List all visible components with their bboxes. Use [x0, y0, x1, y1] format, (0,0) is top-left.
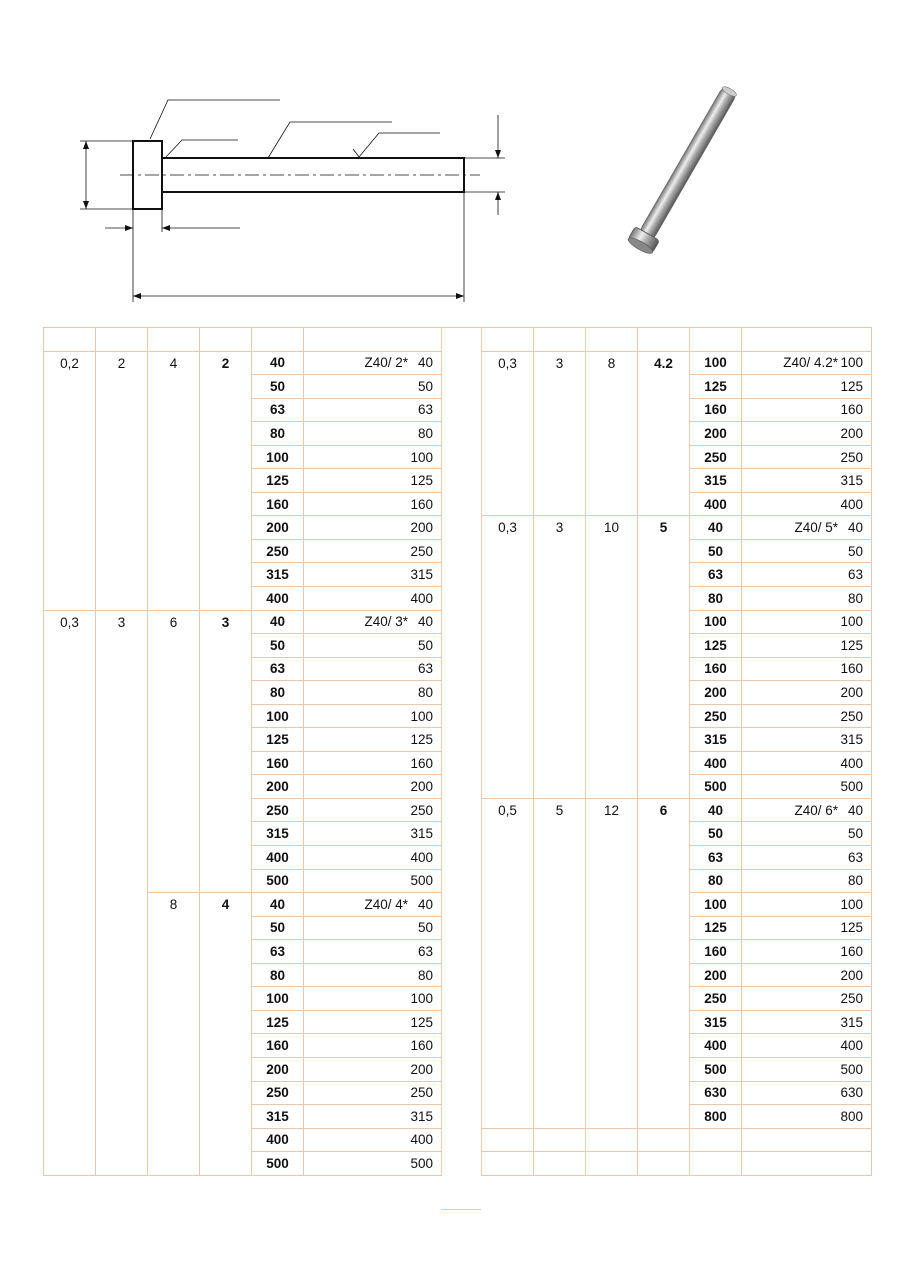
cell-nr [742, 987, 872, 1011]
cell-l1: 400 [690, 751, 742, 775]
cell-l1: 80 [252, 681, 304, 705]
article-length: 500 [840, 1061, 863, 1077]
cell-l1: 100 [690, 351, 742, 375]
article-length: 160 [410, 496, 433, 512]
cell-r1: 0,3 [482, 516, 534, 799]
cell-nr [742, 587, 872, 611]
cell-l1: 100 [252, 987, 304, 1011]
cell-l1: 630 [690, 1081, 742, 1105]
cell-nr [742, 469, 872, 493]
article-length: 80 [847, 873, 863, 889]
cell-nr [304, 1105, 442, 1129]
article-length: 315 [840, 1014, 863, 1030]
empty-cell [482, 1152, 534, 1176]
cell-l1: 315 [252, 822, 304, 846]
cell-nr [304, 1034, 442, 1058]
article-length: 100 [840, 355, 863, 371]
cell-l1: 63 [690, 846, 742, 870]
cell-d1: 5 [638, 516, 690, 799]
article-length: 125 [840, 378, 863, 394]
table-row [482, 516, 872, 540]
cell-nr [742, 1034, 872, 1058]
cell-l1: 200 [690, 422, 742, 446]
empty-cell [690, 1128, 742, 1152]
article-length: 63 [417, 402, 433, 418]
article-length: 400 [840, 496, 863, 512]
cell-nr [304, 775, 442, 799]
article-length: 250 [840, 991, 863, 1007]
cell-l1: 160 [252, 751, 304, 775]
cell-k1: 3 [534, 516, 586, 799]
cell-k1: 3 [534, 351, 586, 516]
article-length: 63 [847, 567, 863, 583]
article-length: 160 [410, 1038, 433, 1054]
article-length: 50 [417, 920, 433, 936]
table-row [482, 798, 872, 822]
cell-nr [304, 963, 442, 987]
cell-l1: 80 [690, 869, 742, 893]
empty-cell [586, 1152, 638, 1176]
cell-nr [304, 1152, 442, 1176]
header-l1 [252, 328, 304, 352]
header-nr [742, 328, 872, 352]
article-length: 80 [417, 967, 433, 983]
cell-l1: 500 [690, 775, 742, 799]
right-spec-table [481, 327, 872, 1176]
cell-nr [304, 539, 442, 563]
header-d2 [586, 328, 638, 352]
empty-row [482, 1152, 872, 1176]
article-length: 800 [840, 1108, 863, 1124]
cell-nr [304, 869, 442, 893]
empty-cell [690, 1152, 742, 1176]
cell-nr [304, 398, 442, 422]
table-row [44, 610, 442, 634]
article-length: 50 [847, 826, 863, 842]
cell-nr [742, 940, 872, 964]
cell-l1: 400 [252, 587, 304, 611]
cell-nr [742, 869, 872, 893]
cell-nr [742, 704, 872, 728]
article-code: Z40/ 5* [794, 520, 838, 536]
cell-nr [742, 634, 872, 658]
empty-cell [638, 1128, 690, 1152]
article-code: Z40/ 6* [794, 802, 838, 818]
article-length: 250 [840, 449, 863, 465]
article-length: 400 [410, 1132, 433, 1148]
cell-nr [304, 1128, 442, 1152]
article-length: 63 [417, 943, 433, 959]
cell-l1: 100 [252, 445, 304, 469]
cell-nr [742, 728, 872, 752]
cell-nr [304, 492, 442, 516]
cell-nr [304, 1010, 442, 1034]
cell-nr [742, 1081, 872, 1105]
cell-nr [304, 657, 442, 681]
cell-d1: 4 [200, 893, 252, 1176]
empty-cell [586, 1128, 638, 1152]
cell-l1: 100 [252, 704, 304, 728]
empty-cell [742, 1152, 872, 1176]
article-length: 100 [410, 991, 433, 1007]
cell-l1: 250 [252, 539, 304, 563]
article-length: 100 [840, 614, 863, 630]
article-length: 125 [410, 732, 433, 748]
article-length: 630 [840, 1085, 863, 1101]
article-length: 80 [417, 684, 433, 700]
empty-cell [482, 1128, 534, 1152]
cell-l1: 200 [690, 681, 742, 705]
cell-l1: 100 [690, 610, 742, 634]
left-spec-table [43, 327, 442, 1176]
cell-r1: 0,2 [44, 351, 96, 610]
cell-l1: 160 [690, 398, 742, 422]
empty-cell [638, 1152, 690, 1176]
article-length: 315 [840, 732, 863, 748]
cell-nr [304, 375, 442, 399]
article-length: 250 [840, 708, 863, 724]
cell-r1: 0,5 [482, 798, 534, 1128]
cell-d2: 8 [148, 893, 200, 1176]
cell-l1: 125 [252, 469, 304, 493]
article-length: 125 [840, 920, 863, 936]
cell-l1: 80 [690, 587, 742, 611]
article-code: Z40/ 4* [364, 896, 408, 912]
cell-nr [742, 846, 872, 870]
cell-l1: 800 [690, 1105, 742, 1129]
cell-l1: 125 [690, 375, 742, 399]
cell-l1: 250 [690, 704, 742, 728]
cell-r1: 0,3 [44, 610, 96, 1175]
cell-nr [304, 822, 442, 846]
cell-l1: 315 [252, 1105, 304, 1129]
cell-l1: 400 [252, 1128, 304, 1152]
ejector-pin-image [570, 70, 790, 280]
cell-l1: 50 [252, 634, 304, 658]
cell-l1: 315 [252, 563, 304, 587]
cell-l1: 160 [690, 657, 742, 681]
cell-d1: 3 [200, 610, 252, 893]
cell-nr [304, 751, 442, 775]
cell-k1: 5 [534, 798, 586, 1128]
header-r1 [44, 328, 96, 352]
cell-nr [742, 822, 872, 846]
cell-nr [742, 775, 872, 799]
cell-nr [742, 563, 872, 587]
article-length: 200 [840, 967, 863, 983]
cell-nr [304, 798, 442, 822]
header-row [482, 328, 872, 352]
cell-nr [304, 422, 442, 446]
header-d2 [148, 328, 200, 352]
cell-l1: 250 [252, 798, 304, 822]
cell-nr [742, 1010, 872, 1034]
cell-l1: 500 [690, 1057, 742, 1081]
article-length: 125 [410, 1014, 433, 1030]
cell-l1: 160 [690, 940, 742, 964]
cell-d1: 6 [638, 798, 690, 1128]
article-length: 200 [840, 425, 863, 441]
cell-d2: 6 [148, 610, 200, 893]
article-length: 50 [417, 378, 433, 394]
cell-nr [742, 610, 872, 634]
cell-d1: 4.2 [638, 351, 690, 516]
cell-l1: 50 [690, 539, 742, 563]
cell-l1: 40 [252, 351, 304, 375]
cell-l1: 63 [252, 657, 304, 681]
cell-l1: 125 [252, 1010, 304, 1034]
cell-nr [304, 728, 442, 752]
article-length: 63 [847, 849, 863, 865]
cell-k1: 3 [96, 610, 148, 1175]
header-d1 [200, 328, 252, 352]
cell-l1: 160 [252, 1034, 304, 1058]
cell-nr [742, 375, 872, 399]
cell-d2: 10 [586, 516, 638, 799]
empty-cell [534, 1152, 586, 1176]
empty-cell [742, 1128, 872, 1152]
article-length: 100 [410, 449, 433, 465]
article-length: 50 [417, 637, 433, 653]
article-length: 63 [417, 661, 433, 677]
article-length: 200 [410, 1061, 433, 1077]
cell-nr [304, 445, 442, 469]
article-length: 100 [840, 896, 863, 912]
cell-l1: 400 [690, 492, 742, 516]
cell-l1: 400 [690, 1034, 742, 1058]
empty-row [482, 1128, 872, 1152]
article-length: 400 [410, 849, 433, 865]
cell-l1: 160 [252, 492, 304, 516]
article-length: 400 [840, 1038, 863, 1054]
header-k1 [534, 328, 586, 352]
article-length: 315 [840, 473, 863, 489]
article-length: 250 [410, 802, 433, 818]
article-length: 315 [410, 826, 433, 842]
cell-d1: 2 [200, 351, 252, 610]
cell-l1: 80 [252, 963, 304, 987]
cell-nr [742, 657, 872, 681]
cell-l1: 500 [252, 1152, 304, 1176]
cell-nr [742, 681, 872, 705]
cell-l1: 125 [690, 634, 742, 658]
cell-nr [742, 539, 872, 563]
cell-nr [304, 351, 442, 375]
cell-l1: 315 [690, 728, 742, 752]
article-length: 400 [410, 590, 433, 606]
header-row [44, 328, 442, 352]
cell-nr [742, 445, 872, 469]
cell-l1: 250 [690, 445, 742, 469]
article-length: 160 [840, 402, 863, 418]
technical-drawing [0, 0, 560, 310]
cell-l1: 50 [252, 375, 304, 399]
article-length: 315 [410, 1108, 433, 1124]
article-code: Z40/ 4.2* [783, 355, 838, 371]
cell-nr [304, 563, 442, 587]
table-gap [441, 327, 481, 1210]
article-length: 250 [410, 543, 433, 559]
cell-nr [742, 1057, 872, 1081]
article-length: 80 [417, 425, 433, 441]
cell-d2: 8 [586, 351, 638, 516]
cell-nr [304, 1057, 442, 1081]
cell-l1: 40 [690, 516, 742, 540]
article-length: 500 [840, 779, 863, 795]
cell-nr [304, 704, 442, 728]
cell-l1: 500 [252, 869, 304, 893]
article-length: 200 [410, 520, 433, 536]
cell-nr [304, 587, 442, 611]
header-k1 [96, 328, 148, 352]
cell-nr [304, 846, 442, 870]
article-code: Z40/ 3* [364, 614, 408, 630]
cell-nr [742, 798, 872, 822]
cell-nr [304, 1081, 442, 1105]
cell-l1: 63 [690, 563, 742, 587]
cell-nr [304, 916, 442, 940]
article-length: 250 [410, 1085, 433, 1101]
cell-l1: 100 [690, 893, 742, 917]
cell-l1: 200 [690, 963, 742, 987]
header-nr [304, 328, 442, 352]
cell-nr [304, 516, 442, 540]
header-l1 [690, 328, 742, 352]
cell-l1: 40 [690, 798, 742, 822]
article-code: Z40/ 2* [364, 355, 408, 371]
article-length: 200 [840, 684, 863, 700]
article-length: 125 [840, 637, 863, 653]
cell-k1: 2 [96, 351, 148, 610]
article-length: 500 [410, 873, 433, 889]
cell-l1: 40 [252, 610, 304, 634]
article-length: 200 [410, 779, 433, 795]
cell-nr [742, 916, 872, 940]
cell-l1: 63 [252, 398, 304, 422]
cell-l1: 200 [252, 1057, 304, 1081]
article-length: 500 [410, 1155, 433, 1171]
cell-nr [742, 1105, 872, 1129]
article-length: 160 [840, 661, 863, 677]
cell-d2: 4 [148, 351, 200, 610]
cell-l1: 250 [690, 987, 742, 1011]
cell-l1: 125 [690, 916, 742, 940]
article-length: 40 [847, 520, 863, 536]
article-length: 40 [417, 896, 433, 912]
header-d1 [638, 328, 690, 352]
cell-nr [304, 893, 442, 917]
cell-nr [304, 940, 442, 964]
article-length: 40 [417, 614, 433, 630]
cell-nr [742, 398, 872, 422]
empty-cell [534, 1128, 586, 1152]
cell-nr [742, 516, 872, 540]
article-length: 80 [847, 590, 863, 606]
cell-l1: 125 [252, 728, 304, 752]
cell-nr [304, 610, 442, 634]
table-row [44, 351, 442, 375]
cell-nr [742, 351, 872, 375]
article-length: 40 [847, 802, 863, 818]
cell-l1: 400 [252, 846, 304, 870]
cell-nr [304, 634, 442, 658]
cell-r1: 0,3 [482, 351, 534, 516]
cell-l1: 80 [252, 422, 304, 446]
header-r1 [482, 328, 534, 352]
cell-nr [742, 963, 872, 987]
article-length: 160 [840, 943, 863, 959]
cell-l1: 250 [252, 1081, 304, 1105]
cell-l1: 50 [690, 822, 742, 846]
cell-nr [742, 751, 872, 775]
cell-l1: 200 [252, 516, 304, 540]
cell-nr [304, 469, 442, 493]
cell-d2: 12 [586, 798, 638, 1128]
table-row [482, 351, 872, 375]
article-length: 160 [410, 755, 433, 771]
cell-nr [742, 422, 872, 446]
cell-l1: 50 [252, 916, 304, 940]
cell-nr [304, 987, 442, 1011]
cell-l1: 315 [690, 1010, 742, 1034]
article-length: 40 [417, 355, 433, 371]
cell-l1: 40 [252, 893, 304, 917]
article-length: 400 [840, 755, 863, 771]
cell-l1: 315 [690, 469, 742, 493]
article-length: 50 [847, 543, 863, 559]
article-length: 315 [410, 567, 433, 583]
cell-nr [742, 492, 872, 516]
cell-l1: 200 [252, 775, 304, 799]
cell-nr [304, 681, 442, 705]
article-length: 125 [410, 473, 433, 489]
cell-nr [742, 893, 872, 917]
article-length: 100 [410, 708, 433, 724]
cell-l1: 63 [252, 940, 304, 964]
